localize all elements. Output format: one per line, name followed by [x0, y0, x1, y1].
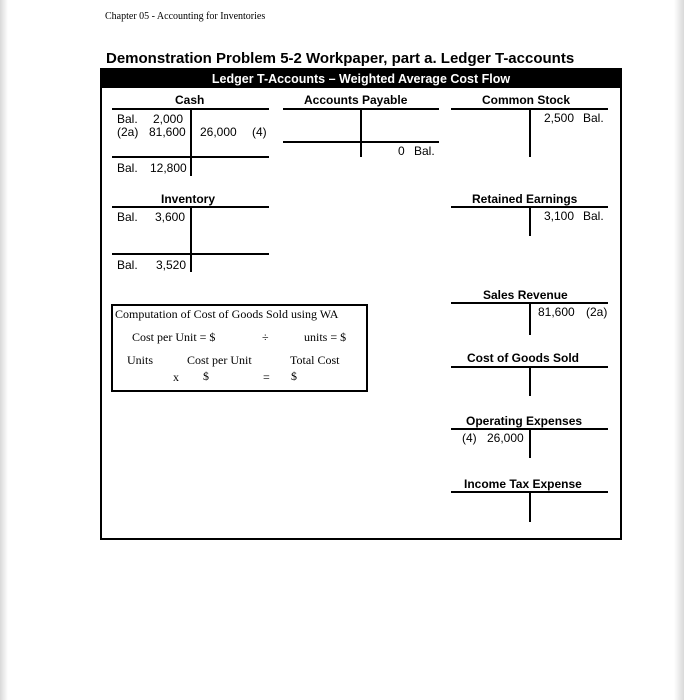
account-title: Sales Revenue — [483, 288, 568, 302]
t-account-divider — [529, 366, 531, 396]
table-header-bar: Ledger T-Accounts – Weighted Average Cost Flow — [102, 70, 620, 88]
t-account-divider — [529, 491, 531, 522]
entry-label: (2a) — [117, 125, 139, 139]
entry-amount: 3,600 — [155, 210, 186, 224]
entry-label: Bal. — [117, 258, 138, 272]
account-title: Operating Expenses — [466, 414, 583, 428]
t-account-divider — [190, 158, 192, 176]
entry-amount: 2,500 — [544, 111, 575, 125]
t-account-total-line — [283, 141, 439, 143]
wa-cost-per-unit: Cost per Unit = $ — [132, 330, 216, 344]
wa-box-title: Computation of Cost of Goods Sold using WA — [115, 307, 339, 321]
entry-amount: 26,000 — [200, 125, 237, 139]
wa-total-cost-header: Total Cost — [290, 353, 340, 367]
entry-label: Bal. — [117, 161, 138, 175]
entry-label: Bal. — [583, 111, 604, 125]
entry-label: (4) — [462, 431, 477, 445]
account-title: Income Tax Expense — [464, 477, 582, 491]
t-account-divider — [529, 428, 531, 458]
entry-label: Bal. — [117, 112, 138, 126]
wa-equals-sign: = — [263, 370, 270, 384]
entry-amount: 12,800 — [150, 161, 187, 175]
entry-label: Bal. — [117, 210, 138, 224]
page-shadow-right — [674, 0, 684, 700]
account-title: Cash — [175, 93, 205, 107]
t-account-divider — [529, 108, 531, 157]
wa-units-header: Units — [127, 353, 154, 367]
account-title: Accounts Payable — [304, 93, 408, 107]
t-account-divider — [190, 255, 192, 272]
wa-units-equals: units = $ — [304, 330, 347, 344]
t-account-divider — [190, 108, 192, 157]
entry-amount: 81,600 — [149, 125, 186, 139]
entry-amount: 2,000 — [153, 112, 184, 126]
entry-amount: 81,600 — [538, 305, 575, 319]
entry-label: Bal. — [583, 209, 604, 223]
t-account-divider — [529, 206, 531, 236]
t-account-divider — [190, 206, 192, 254]
account-title: Common Stock — [482, 93, 571, 107]
entry-label: (4) — [252, 125, 267, 139]
account-title: Cost of Goods Sold — [467, 351, 579, 365]
account-title: Retained Earnings — [472, 192, 578, 206]
t-account-divider — [360, 108, 362, 157]
wa-dollar-total: $ — [291, 369, 297, 383]
account-title: Inventory — [161, 192, 216, 206]
page-shadow-left — [0, 0, 8, 700]
entry-amount: 3,100 — [544, 209, 575, 223]
entry-amount: 26,000 — [487, 431, 524, 445]
entry-amount: 3,520 — [156, 258, 187, 272]
entry-label: Bal. — [414, 144, 435, 158]
wa-cpu-header: Cost per Unit — [187, 353, 252, 367]
wa-divide-sign: ÷ — [262, 330, 269, 344]
t-account-divider — [529, 302, 531, 335]
entry-amount: 0 — [398, 144, 405, 158]
page-title: Demonstration Problem 5-2 Workpaper, part a. Ledger T-accounts — [106, 50, 575, 67]
entry-label: (2a) — [586, 305, 608, 319]
chapter-heading: Chapter 05 - Accounting for Inventories — [105, 11, 266, 22]
wa-times-sign: x — [173, 370, 179, 384]
wa-dollar-cpu: $ — [203, 369, 209, 383]
